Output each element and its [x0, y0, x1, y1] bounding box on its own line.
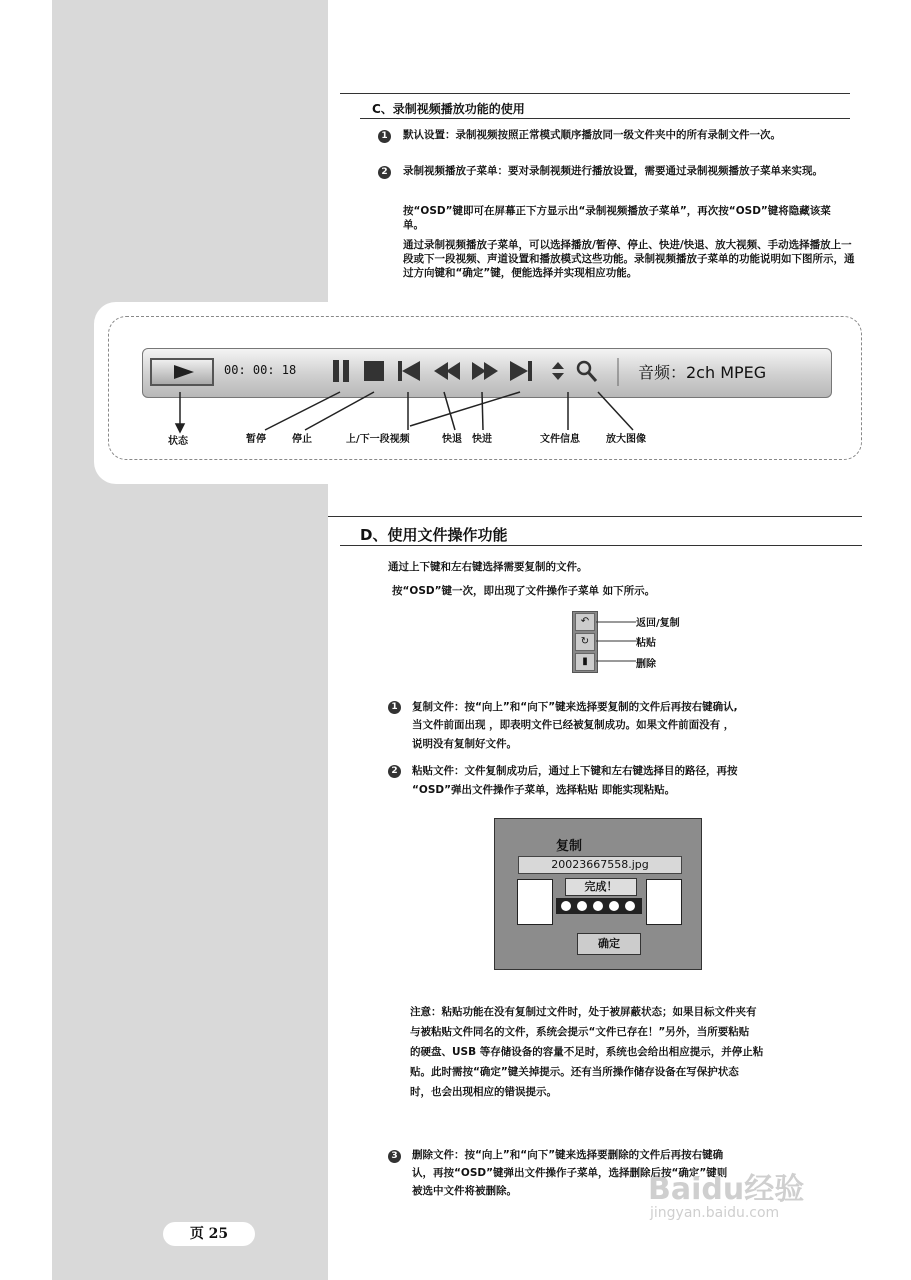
paste-icon: ↻: [580, 636, 590, 647]
label-zoom: 放大图像: [606, 434, 646, 445]
section-d-top-rule: [328, 516, 862, 517]
note-line-5: 时，也会出现相应的错误提示。: [410, 1086, 557, 1098]
fast-forward-icon[interactable]: [472, 362, 498, 380]
section-c-top-rule: [340, 93, 850, 94]
note-line-4: 贴。此时需按“确定”键关掉提示。还有当所操作储存设备在写保护状态: [410, 1066, 739, 1078]
file-info-icon[interactable]: [552, 362, 564, 380]
section-d-item-1-line-1: 复制文件：按“向上”和“向下”键来选择要复制的文件后再按右键确认,: [412, 701, 738, 713]
left-grey-strip: [52, 0, 328, 1280]
menu-paste-button[interactable]: [575, 633, 595, 651]
page-number: 页 25: [163, 1222, 255, 1246]
dialog-title: 复制: [556, 839, 583, 854]
menu-copy-button[interactable]: [575, 613, 595, 631]
number-1-icon: 1: [388, 701, 401, 714]
number-2-icon: 2: [378, 166, 391, 179]
next-segment-icon[interactable]: [510, 361, 532, 381]
copy-progress-dots: [556, 896, 642, 916]
number-3-icon: 3: [388, 1150, 401, 1163]
section-d-item-2-line-1: 粘贴文件：文件复制成功后，通过上下键和左右键选择目的路径，再按: [412, 765, 738, 777]
section-c-bottom-rule: [360, 118, 850, 119]
label-prev-next: 上/下一段视频: [346, 434, 410, 445]
section-c-title: C、录制视频播放功能的使用: [372, 102, 525, 116]
return-copy-icon: ↶: [580, 616, 590, 627]
menu-leader-lines: [596, 616, 636, 666]
menu-label-delete: 删除: [636, 659, 656, 670]
label-status: 状态: [168, 436, 188, 447]
note-line-2: 与被粘贴文件同名的文件，系统会提示“文件已存在！”另外，当所要粘贴: [410, 1026, 750, 1038]
number-1-icon: 1: [378, 130, 391, 143]
section-d-intro-1: 通过上下键和左右键选择需要复制的文件。: [388, 561, 588, 573]
play-icon: [152, 360, 212, 384]
label-forward: 快进: [472, 434, 492, 445]
zoom-icon[interactable]: [578, 362, 596, 381]
section-c-item-2-paragraph-1: 按“OSD”键即可在屏幕正下方显示出“录制视频播放子菜单”，再次按“OSD”键将隐藏该菜单。: [403, 205, 831, 231]
section-d-title: D、使用文件操作功能: [360, 526, 508, 544]
section-d-item-1-line-2: 当文件前面出现 ，即表明文件已经被复制成功。如果文件前面没有 ，: [412, 719, 735, 731]
menu-delete-button[interactable]: [575, 653, 595, 671]
section-d-item-3-line-1: 删除文件：按“向上”和“向下”键来选择要删除的文件后再按右键确: [412, 1149, 724, 1161]
play-status-button[interactable]: [150, 358, 214, 386]
label-stop: 停止: [292, 434, 312, 445]
prev-segment-icon[interactable]: [398, 361, 420, 381]
rewind-icon[interactable]: [434, 362, 460, 380]
dialog-filename: 20023667558.jpg: [518, 856, 682, 874]
target-document-icon: [646, 879, 682, 925]
baidu-watermark-url: jingyan.baidu.com: [650, 1205, 780, 1221]
note-line-1: 注意：粘贴功能在没有复制过文件时，处于被屏蔽状态；如果目标文件夹有: [410, 1006, 757, 1018]
audio-format: 音频：2ch MPEG: [638, 363, 767, 382]
section-c-item-2-title: 录制视频播放子菜单：要对录制视频进行播放设置，需要通过录制视频播放子菜单来实现。: [403, 165, 823, 177]
source-document-icon: [517, 879, 553, 925]
section-d-bottom-rule: [340, 545, 862, 546]
pause-icon[interactable]: [333, 360, 349, 382]
baidu-watermark: Baidu经验: [648, 1172, 805, 1207]
section-c-item-1: 默认设置：录制视频按照正常模式顺序播放同一级文件夹中的所有录制文件一次。: [403, 129, 781, 141]
playback-controls: [330, 356, 620, 388]
section-d-item-3-line-2: 认，再按“OSD”键弹出文件操作子菜单，选择删除后按“确定”键则: [412, 1167, 728, 1179]
label-file-info: 文件信息: [540, 434, 580, 445]
menu-label-copy: 返回/复制: [636, 618, 680, 629]
section-d-intro-2: 按“OSD”键一次，即出现了文件操作子菜单 如下所示。: [392, 585, 656, 597]
section-c-item-2-paragraph-2: 通过录制视频播放子菜单，可以选择播放/暂停、停止、快进/快退、放大视频、手动选择播放上一段或下一段视频、声道设置和播放模式这些功能。录制视频播放子菜单的功能说明如下图所示，通过方向键和“确定”键，便能选择并实现相应功能。: [403, 239, 855, 279]
note-line-3: 的硬盘、USB 等存储设备的容量不足时，系统也会给出相应提示，并停止粘: [410, 1046, 764, 1058]
section-d-item-2-line-2: “OSD”弹出文件操作子菜单，选择粘贴 即能实现粘贴。: [412, 784, 676, 796]
section-d-item-3-line-3: 被选中文件将被删除。: [412, 1185, 517, 1197]
dialog-status: 完成！: [565, 878, 637, 896]
section-d-item-1-line-3: 说明没有复制好文件。: [412, 738, 517, 750]
elapsed-time: 00: 00: 18: [224, 363, 297, 377]
trash-icon: ▮: [582, 656, 588, 667]
menu-label-paste: 粘贴: [636, 638, 656, 649]
label-pause: 暂停: [246, 434, 266, 445]
label-rewind: 快退: [442, 434, 462, 445]
number-2-icon: 2: [388, 765, 401, 778]
dialog-ok-button[interactable]: 确定: [577, 933, 641, 955]
stop-icon[interactable]: [364, 361, 384, 381]
